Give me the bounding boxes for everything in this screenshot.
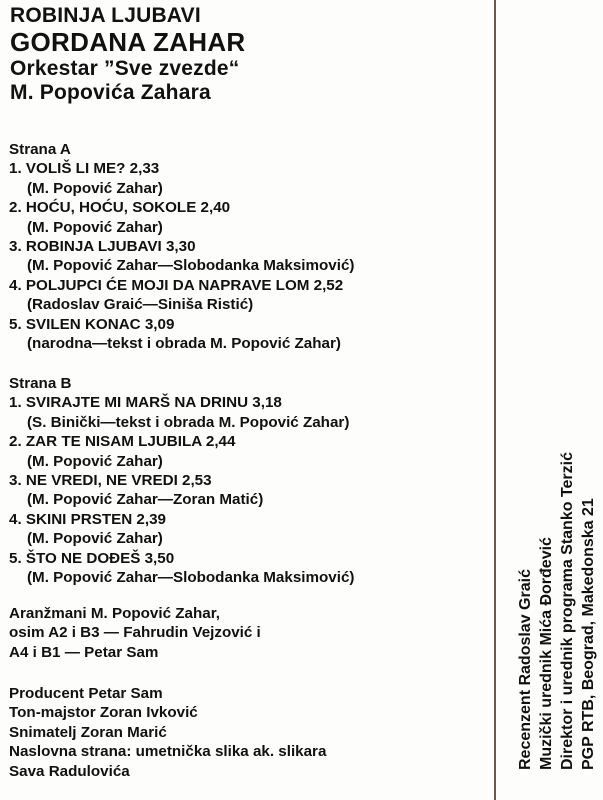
track-title: 5. SVILEN KONAC 3,09 bbox=[9, 315, 175, 333]
arrangements-line: A4 i B1 — Petar Sam bbox=[9, 643, 159, 661]
track-title: 4. SKINI PRSTEN 2,39 bbox=[9, 510, 166, 528]
orchestra-line-2: M. Popovića Zahara bbox=[10, 81, 211, 104]
side-b-tracklist bbox=[9, 374, 354, 587]
track-title: 5. ŠTO NE DOĐEŠ 3,50 bbox=[9, 549, 175, 567]
orchestra-line-1: Orkestar ”Sve zvezde“ bbox=[10, 57, 240, 80]
track-title: 3. ROBINJA LJUBAVI 3,30 bbox=[9, 238, 196, 256]
track-credit: (S. Binički—tekst i obrada M. Popović Zahar) bbox=[27, 413, 350, 431]
spine-publisher: PGP RTB, Beograd, Makedonska 21 bbox=[580, 498, 597, 770]
track-credit: (M. Popović Zahar—Slobodanka Maksimović) bbox=[27, 569, 355, 587]
track-credit: (M. Popović Zahar) bbox=[27, 530, 163, 548]
credit-sound-engineer: Ton-majstor Zoran Ivković bbox=[9, 704, 198, 722]
credit-cover-art: Naslovna strana: umetnička slika ak. slikara bbox=[9, 743, 327, 761]
track-title: 2. ZAR TE NISAM LJUBILA 2,44 bbox=[9, 433, 236, 451]
arrangements bbox=[9, 604, 261, 662]
track-title: 1. SVIRAJTE MI MARŠ NA DRINU 3,18 bbox=[9, 394, 282, 412]
track-title: 2. HOĆU, HOĆU, SOKOLE 2,40 bbox=[9, 199, 231, 217]
track-credit: (M. Popović Zahar—Slobodanka Maksimović) bbox=[27, 257, 355, 275]
track-title: 3. NE VREDI, NE VREDI 2,53 bbox=[9, 472, 212, 490]
credit-producer: Producent Petar Sam bbox=[9, 685, 163, 702]
production-credits bbox=[9, 684, 326, 781]
fold-line bbox=[494, 0, 496, 800]
spine-director: Direktor i urednik programa Stanko Terzić bbox=[559, 451, 576, 770]
side-a-tracklist bbox=[9, 140, 354, 353]
header bbox=[10, 4, 245, 105]
spine-credits bbox=[515, 452, 599, 770]
spine-reviewer: Recenzent Radoslav Graić bbox=[517, 569, 534, 770]
track-title: 4. POLJUPCI ĆE MOJI DA NAPRAVE LOM 2,52 bbox=[9, 276, 344, 294]
arrangements-line: osim A2 i B3 — Fahrudin Vejzović i bbox=[9, 624, 261, 642]
track-credit: (M. Popović Zahar) bbox=[27, 452, 163, 470]
track-title: 1. VOLIŠ LI ME? 2,33 bbox=[9, 160, 160, 178]
track-credit: (narodna—tekst i obrada M. Popović Zahar) bbox=[27, 335, 341, 353]
credit-recorder: Snimatelj Zoran Marić bbox=[9, 723, 167, 741]
spine-music-editor: Muzički urednik Mića Đorđević bbox=[538, 537, 555, 770]
track-credit: (M. Popović Zahar) bbox=[27, 179, 163, 197]
side-b-title: Strana B bbox=[9, 375, 72, 392]
track-credit: (M. Popović Zahar) bbox=[27, 218, 163, 236]
artist-name: GORDANA ZAHAR bbox=[10, 27, 246, 57]
arrangements-line: Aranžmani M. Popović Zahar, bbox=[9, 605, 220, 622]
credit-cover-artist: Sava Radulovića bbox=[9, 762, 130, 780]
album-title: ROBINJA LJUBAVI bbox=[10, 4, 201, 27]
track-credit: (Radoslav Graić—Siniša Ristić) bbox=[27, 296, 254, 314]
track-credit: (M. Popović Zahar—Zoran Matić) bbox=[27, 491, 264, 509]
side-a-title: Strana A bbox=[9, 141, 71, 158]
